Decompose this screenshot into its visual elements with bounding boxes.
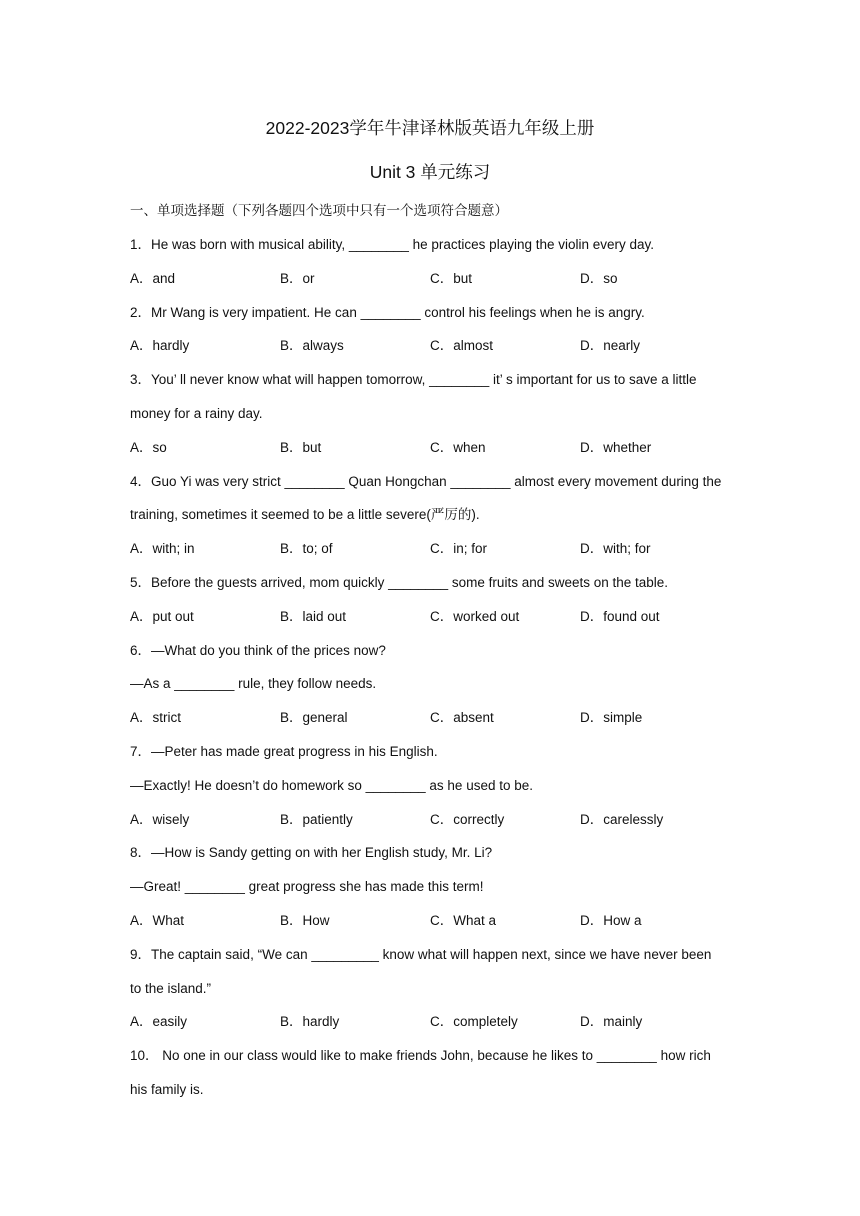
- answer-option-d: D．carelessly: [580, 812, 664, 827]
- answer-option-d: D．with; for: [580, 541, 651, 556]
- answer-option-c: C．completely: [430, 1014, 518, 1029]
- question-stem: 2．Mr Wang is very impatient. He can ________ control his feelings when he is angry.: [130, 305, 645, 320]
- answer-option-d: D．whether: [580, 440, 652, 455]
- answer-option-b: B．always: [280, 338, 344, 353]
- question-stem-continued: money for a rainy day.: [130, 406, 263, 421]
- question-stem: 8．—How is Sandy getting on with her English study, Mr. Li?: [130, 845, 493, 860]
- document-title: 2022-2023学年牛津译林版英语九年级上册: [265, 118, 595, 138]
- question-stem: 9．The captain said, “We can _________ know what will happen next, since we have never been: [130, 947, 712, 962]
- answer-option-b: B．hardly: [280, 1014, 340, 1029]
- answer-option-c: C．correctly: [430, 812, 505, 827]
- answer-option-d: D．so: [580, 271, 618, 286]
- question-stem: 7．—Peter has made great progress in his English.: [130, 744, 438, 759]
- answer-option-b: B．patiently: [280, 812, 353, 827]
- answer-option-c: C．worked out: [430, 609, 520, 624]
- answer-option-a: A．with; in: [130, 541, 195, 556]
- answer-option-d: D．simple: [580, 710, 643, 725]
- answer-option-a: A．What: [130, 913, 185, 928]
- answer-option-b: B．or: [280, 271, 315, 286]
- answer-option-c: C．almost: [430, 338, 494, 353]
- answer-option-c: C．when: [430, 440, 486, 455]
- question-stem-continued: —As a ________ rule, they follow needs.: [130, 676, 377, 691]
- question-stem-continued: training, sometimes it seemed to be a little severe(严厉的).: [130, 507, 480, 522]
- answer-option-a: A．strict: [130, 710, 182, 725]
- answer-option-b: B．but: [280, 440, 322, 455]
- answer-option-a: A．hardly: [130, 338, 190, 353]
- document-subtitle: Unit 3 单元练习: [369, 162, 491, 182]
- answer-option-a: A．wisely: [130, 812, 190, 827]
- answer-option-a: A．put out: [130, 609, 194, 624]
- answer-option-d: D．mainly: [580, 1014, 643, 1029]
- answer-option-c: C．absent: [430, 710, 494, 725]
- question-stem: 6．—What do you think of the prices now?: [130, 643, 386, 658]
- answer-option-d: D．nearly: [580, 338, 641, 353]
- section-heading: 一、单项选择题（下列各题四个选项中只有一个选项符合题意）: [130, 203, 508, 219]
- question-stem-continued: —Exactly! He doesn’t do homework so ________ as he used to be.: [130, 778, 533, 793]
- answer-option-d: D．How a: [580, 913, 642, 928]
- answer-option-c: C．What a: [430, 913, 497, 928]
- answer-option-b: B．laid out: [280, 609, 347, 624]
- answer-option-c: C．in; for: [430, 541, 488, 556]
- answer-option-d: D．found out: [580, 609, 660, 624]
- answer-option-a: A．and: [130, 271, 176, 286]
- answer-option-b: B．to; of: [280, 541, 333, 556]
- question-stem: 1．He was born with musical ability, ________ he practices playing the violin every day.: [130, 237, 655, 252]
- question-stem: 10． No one in our class would like to make friends John, because he likes to ________ how rich: [130, 1048, 711, 1063]
- question-stem: 3．You’ ll never know what will happen tomorrow, ________ it’ s important for us to save a little: [130, 372, 697, 387]
- question-stem: 4．Guo Yi was very strict ________ Quan Hongchan ________ almost every movement during the: [130, 474, 722, 489]
- answer-option-b: B．How: [280, 913, 330, 928]
- question-stem-continued: his family is.: [130, 1082, 204, 1097]
- question-stem-continued: —Great! ________ great progress she has made this term!: [130, 879, 484, 894]
- answer-option-b: B．general: [280, 710, 348, 725]
- answer-option-c: C．but: [430, 271, 473, 286]
- question-stem: 5．Before the guests arrived, mom quickly ________ some fruits and sweets on the table.: [130, 575, 669, 590]
- question-stem-continued: to the island.”: [130, 981, 212, 996]
- answer-option-a: A．so: [130, 440, 167, 455]
- answer-option-a: A．easily: [130, 1014, 188, 1029]
